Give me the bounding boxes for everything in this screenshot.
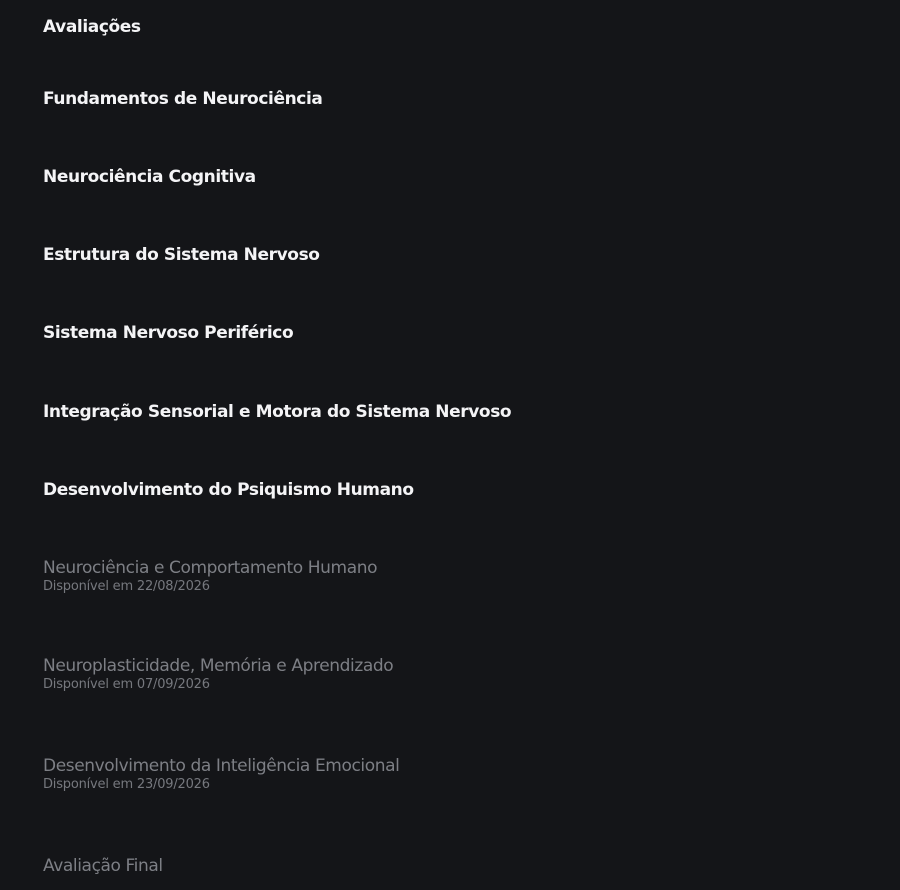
availability-date: Disponível em 22/08/2026: [43, 579, 210, 594]
menu-item-title: Integração Sensorial e Motora do Sistema Nervoso: [43, 402, 512, 422]
menu-item-title: Neurociência e Comportamento Humano: [43, 558, 378, 578]
menu-item-desenvolvimento-da-inteligencia-emocional: [43, 755, 399, 793]
menu-item-neuroplasticidade-memoria-e-aprendizado: [43, 655, 393, 693]
menu-item-desenvolvimento-do-psiquismo-humano[interactable]: [43, 479, 414, 501]
menu-item-title: Desenvolvimento do Psiquismo Humano: [43, 480, 414, 500]
menu-item-estrutura-do-sistema-nervoso[interactable]: [43, 244, 320, 266]
availability-date: Disponível em 07/09/2026: [43, 677, 210, 692]
menu-item-title: Avaliação Final: [43, 856, 163, 876]
availability-date: Disponível em 23/09/2026: [43, 777, 210, 792]
menu-item-title: Fundamentos de Neurociência: [43, 89, 323, 109]
menu-item-sistema-nervoso-periferico[interactable]: [43, 322, 293, 344]
menu-item-fundamentos-de-neurociencia[interactable]: [43, 88, 322, 110]
menu-item-title: Avaliações: [43, 17, 141, 37]
menu-item-neurociencia-e-comportamento-humano: [43, 557, 377, 595]
menu-item-integracao-sensorial-e-motora[interactable]: [43, 401, 511, 423]
menu-item-title: Sistema Nervoso Periférico: [43, 323, 294, 343]
menu-item-title: Estrutura do Sistema Nervoso: [43, 245, 320, 265]
menu-item-title: Neurociência Cognitiva: [43, 167, 256, 187]
menu-item-title: Neuroplasticidade, Memória e Aprendizado: [43, 656, 394, 676]
menu-item-neurociencia-cognitiva[interactable]: [43, 166, 256, 188]
menu-item-avaliacoes[interactable]: [43, 16, 141, 38]
menu-item-avaliacao-final: [43, 855, 163, 877]
menu-item-title: Desenvolvimento da Inteligência Emocional: [43, 756, 400, 776]
